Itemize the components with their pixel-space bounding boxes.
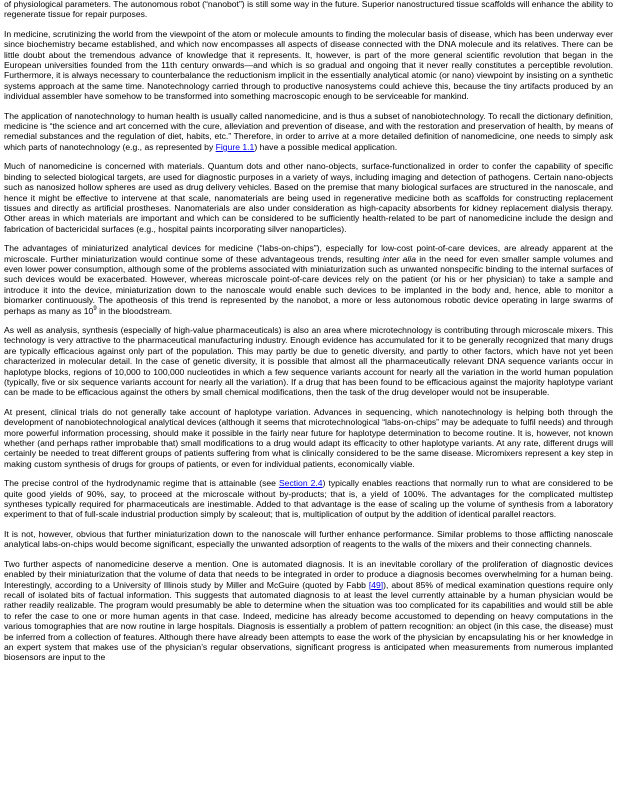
text-run: of physiological parameters. The autonomous robot (“nanobot”) is still some way in the future. Superior nanostructured tissue scaffolds will enhance the ability to regenerate tissue for repair purposes. [4,0,613,20]
paragraph [4,161,613,234]
paragraph [4,478,613,520]
paragraph [4,111,613,153]
italic-text: inter alia [382,253,417,264]
paragraph [4,407,613,469]
paragraph [4,325,613,398]
reference-link[interactable]: Figure 1.1 [215,141,255,152]
text-run: The application of nanotechnology to human health is usually called nanomedicine, and is thus a subset of nanobiotechnology. To recall the dictionary definition, medicine is “the science and art concerned with the cure, alleviation and prevention of disease, and with the restoration and preservation of health, by means of remedial substances and the regulation of diet, habits, etc.” Therefore, in order to arrive at a more detailed definition of nanomedicine, one needs to simply ask which parts of nanotechnology (e.g., as represented by [4,110,613,152]
text-run: Much of nanomedicine is concerned with materials. Quantum dots and other nano-objects, surface-functionalized in order to confer the capability of specific binding to selected biological targets, are used for diagnostic purposes in a variety of ways, including imaging and detection of pathogens. Certain nano-objects such as nanosized hollow spheres are used as drug delivery vehicles. Based on the premise that many biological surfaces are structured in the nanoscale, and hence it might be effective to intervene at that scale, nanomaterials are being used in regenerative medicine both as scaffolds for constructing replacement tissues and directly as artificial prostheses. Nanomaterials are also under consideration as high-capacity absorbents for kidney replacement dialysis therapy. Other areas in which materials are important and which can be considered to be sufficiently health-related to be part of nanomedicine include the design and fabrication of bactericidal surfaces (e.g., hospital paints incorporating silver nanoparticles). [4,161,613,234]
reference-link[interactable]: [49] [368,579,384,590]
text-run: The advantages of miniaturized analytical devices for medicine (“labs-on-chips”), especially for low-cost point-of-care devices, are already apparent at the microscale. Further miniaturization would continue some of these advantageous trends, resulting [4,243,613,264]
superscript: 9 [93,305,97,312]
text-run: As well as analysis, synthesis (especially of high-value pharmaceuticals) is also an area where microtechnology is contributing through microscale mixers. This technology is very attractive to the pharmaceutical manufacturing industry. Enough evidence has accumulated for it to be generally recognized that many drugs are typically efficacious against only part of the population. This may partly be due to genetic diversity, and partly to other factors, which have not yet been characterized in molecular detail. In the case of genetic diversity, it is possible that almost all the pharmaceutically relevant DNA sequence variants occur in haplotype blocks, regions of 10,000 to 100,000 nucleotides in which a few sequence variants account for nearly all the variation in the world human population (typically, five or six sequence variants account for nearly all the variation). If a drug that has been found to be efficacious against the majority haplotype variant can be made to be efficacious against the others by small chemical modifications, then the task of the drug developer would not be insuperable. [4,324,613,398]
text-run: ) have a possible medical application. [254,141,398,152]
text-run: ), about 85% of medical examination questions require only recall of isolated bits of factual information. This suggests that automated diagnosis to at least the level currently attainable by a human physician would be rather readily realizable. The program would presumably be able to determine when the situation was too complicated for its capabilities and would still be able to refer the case to one or more human agents in that case. Indeed, medicine has already become accustomed to depending on heavy computations in the various tomographies that are now routine in large hospitals. Diagnosis is essentially a problem of pattern recognition: an object (in this case, the disease) must be inferred from a collection of features. Although there have already been attempts to ease the work of the physician by encapsulating his or her knowledge in an expert system that makes use of the physician’s regular observations, significant progress is anticipated when measurements from numerous implanted biosensors are input to the [4,579,614,663]
text-run: ) typically enables reactions that normally run to what are considered to be quite good yields of 90%, say, to proceed at the microscale without by-products; that is, a yield of 100%. The advantages for the complicated multistep syntheses typically required for pharmaceuticals are inestimable. Added to that advantage is the ease of scaling up the volume of synthesis from a laboratory experiment to that of full-scale industrial production simply by scaleout; that is, multiplication of output by the addition of identical parallel reactors. [4,478,613,520]
text-run: The precise control of the hydrodynamic regime that is attainable (see [4,478,279,489]
paragraph [4,243,613,316]
paragraph [4,529,613,550]
text-run: Two further aspects of nanomedicine deserve a mention. One is automated diagnosis. It is an inevitable corollary of the proliferation of diagnostic devices enabled by their miniaturization that the volume of data that needs to be integrated in order to produce a diagnosis becomes overwhelming for a human being. Interestingly, according to a University of Illinois study by Miller and McGuire (quoted by Fabb [4,558,613,590]
text-run: In medicine, scrutinizing the world from the viewpoint of the atom or molecule amounts to finding the molecular basis of disease, which has been underway ever since biochemistry became established, and which now encompasses all aspects of disease connected with the DNA molecule and its relatives. There can be little doubt about the tremendous advance of knowledge that it represents. It, however, is part of the more general scientific revolution that began in the European universities founded from the 11th century onwards—and which is so gradual and ongoing that it never really constitutes a perceptible revolution. Furthermore, it is always necessary to counterbalance the reductionism implicit in the essentially analytical atomic (or nano) viewpoint by insisting on a synthetic systems approach at the same time. Nanotechnology carried through to productive nanosystems could achieve this, because the tiny artifacts produced by an individual assembler have somehow to be transformed into something macroscopic enough to be serviceable for mankind. [4,28,613,102]
text-run: It is not, however, obvious that further miniaturization down to the nanoscale will further enhance performance. Similar problems to those afflicting nanoscale analytical labs-on-chips would become significant, especially the unwanted adsorption of reagents to the walls of the mixers and their connecting channels. [4,528,613,550]
paragraph [4,559,613,663]
text-run: At present, clinical trials do not generally take account of haplotype variation. Advances in sequencing, which nanotechnology is helping both through the development of nanobiotechnological analytical devices (although it seems that microtechnological “labs-on-chips” may be adequate to fulfil needs) and through more powerful information processing, should make it possible in the fairly near future for haplotype determination to become routine. It is, however, not known whether (and perhaps rather improbable that) small modifications to a drug would adapt its efficacity to other haplotype variants. At any rate, different drugs will certainly be needed to treat different groups of patients suffering from what is clinically considered to be the same disease. Micromixers represent a key step in making custom synthesis of drugs for groups of patients, or even for individual patients, economically viable. [4,406,613,469]
paragraph [4,0,613,20]
text-run: in the bloodstream. [96,305,173,316]
paragraph [4,29,613,102]
reference-link[interactable]: Section 2.4 [278,478,323,489]
text-run: in the need for even smaller sample volumes and even lower power consumption, although some of the problems associated with miniaturization such as unwanted nonspecific binding to the internal surfaces of such devices would be exacerbated. However, whereas microscale point-of-care devices rely on the patient (or his or her physician) to take a sample and introduce it into the device, miniaturization down to the nanoscale would enable such devices to be implanted in the body and, hence, able to monitor a biomarker continuously. The apotheosis of this trend is represented by the nanobot, a more or less autonomous robotic device operating in large swarms of perhaps as many as 10 [4,253,613,316]
